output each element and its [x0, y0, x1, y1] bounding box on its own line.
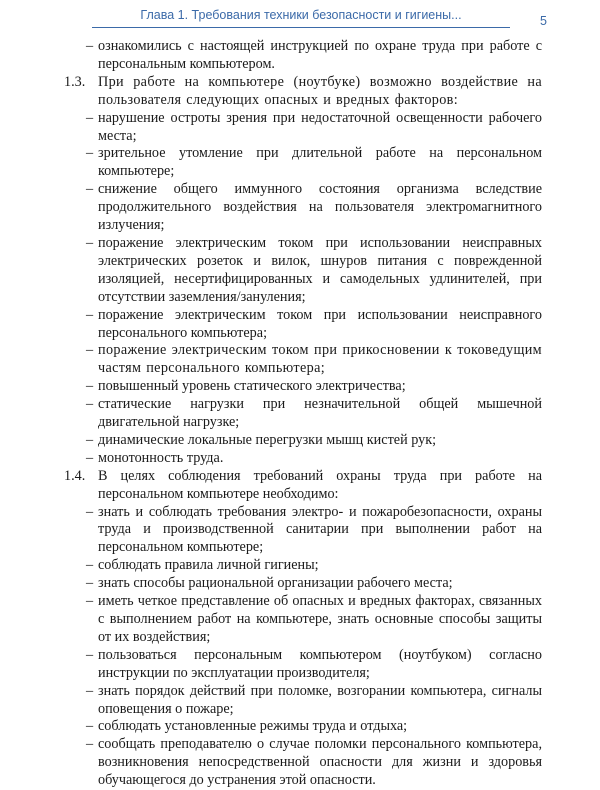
dash-marker: –	[86, 396, 94, 413]
list-item: – знать порядок действий при поломке, возгорании компьютера, сигналы оповещения о пожаре;	[86, 682, 542, 717]
dash-marker: –	[86, 646, 94, 663]
list-item: – снижение общего иммунного состояния организма вследствие продолжительного воздействия на пользователя электромагнитного излучения;	[86, 181, 542, 234]
list-item: – поражение электрическим током при прикосновении к токоведущим частям персонального компьютера;	[86, 342, 542, 377]
dash-marker: –	[86, 736, 94, 753]
section-1-3	[64, 73, 542, 110]
dash-marker: –	[86, 342, 94, 359]
section-number: 1.4.	[64, 467, 86, 484]
page-number: 5	[540, 14, 547, 28]
dash-marker: –	[86, 557, 94, 574]
list-item: – зрительное утомление при длительной работе на персональном компьютере;	[86, 145, 542, 180]
dash-marker: –	[86, 181, 94, 198]
dash-marker: –	[86, 378, 94, 395]
list-item: – иметь четкое представление об опасных и вредных факторах, связанных с выполнением работ на компьютере, знать основные способы защиты от их воздействия;	[86, 593, 542, 645]
dash-marker: –	[86, 503, 94, 520]
list-item: – повышенный уровень статического электричества;	[86, 378, 406, 395]
list-item: – статические нагрузки при незначительной общей мышечной двигательной нагрузке;	[86, 396, 542, 431]
dash-marker: –	[86, 718, 94, 735]
section-1-4	[64, 467, 542, 504]
dash-marker: –	[86, 38, 94, 54]
dash-marker: –	[86, 593, 94, 610]
dash-marker: –	[86, 575, 94, 592]
running-head-title: Глава 1. Требования техники безопасности и гигиены...	[140, 8, 462, 22]
dash-marker: –	[86, 145, 94, 162]
dash-marker: –	[86, 109, 94, 126]
dash-marker: –	[86, 306, 94, 323]
list-item: – монотонность труда.	[86, 449, 224, 466]
list-item: – знать способы рациональной организации рабочего места;	[86, 575, 453, 592]
list-item: – соблюдать правила личной гигиены;	[86, 557, 319, 574]
list-item: – поражение электрическим током при использовании неисправных электрических розеток и вилок, шнуров питания с поврежденной изоляцией, несертифицированных и самодельных удлинителей, при отсутствии заземления/зануления;	[86, 234, 542, 305]
list-item: – динамические локальные перегрузки мышц кистей рук;	[86, 431, 437, 448]
header-rule	[92, 27, 510, 28]
list-item: – знать и соблюдать требования электро- и пожаробезопасности, охраны труда и производственной санитарии при выполнении работ на персональном компьютере;	[86, 503, 542, 556]
list-item: – пользоваться персональным компьютером (ноутбуком) согласно инструкции по эксплуатации производителя;	[86, 646, 542, 681]
list-item: – ознакомились с настоящей инструкцией по охране труда при работе с персональным компьютером.	[86, 38, 542, 72]
dash-marker: –	[86, 682, 94, 699]
list-item: – поражение электрическим током при использовании неисправного персонального компьютера;	[86, 306, 542, 341]
section-text: В целях соблюдения требований охраны труда при работе на персональном компьютере необходимо:	[98, 467, 542, 502]
list-item: – соблюдать установленные режимы труда и отдыха;	[86, 718, 408, 735]
dash-marker: –	[86, 449, 94, 466]
section-text: При работе на компьютере (ноутбуке) возможно воздействие на пользователя следующих опасных и вредных факторов:	[98, 73, 542, 108]
list-item: – сообщать преподавателю о случае поломки персонального компьютера, возникновения непосредственной опасности для жизни и здоровья обучающегося до устранения этой опасности.	[86, 736, 542, 789]
section-number: 1.3.	[64, 73, 86, 90]
dash-marker: –	[86, 234, 94, 251]
dash-marker: –	[86, 431, 94, 448]
body-text	[64, 38, 542, 790]
list-item: – нарушение остроты зрения при недостаточной освещенности рабочего места;	[86, 109, 542, 144]
